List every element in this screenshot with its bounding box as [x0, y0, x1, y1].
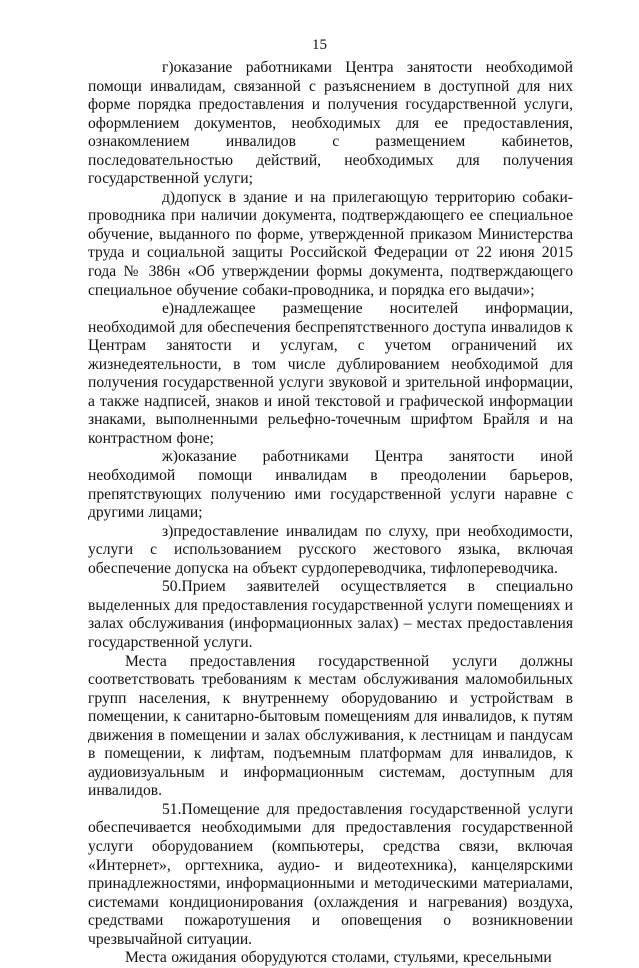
- paragraph-text: надлежащее размещение носителей информации, необходимой для обеспечения беспрепятственного доступа инвалидов к Центрам занятости и услугам, с учетом ограничений их жизнедеятельности, в том числе дублированием необходимой для получения государственной услуги звуковой и зрительной информации, а также надписей, знаков и иной текстовой и графической информации знаками, выполненными рельефно-точечным шрифтом Брайля и на контрастном фоне;: [88, 300, 573, 447]
- paragraph-50: [88, 578, 573, 652]
- section-number: 51.: [162, 800, 182, 818]
- paragraph-text: оказание работниками Центра занятости иной необходимой помощи инвалидам в преодолении барьеров, препятствующих получению ими государственной услуги наравне с другими лицами;: [88, 448, 573, 522]
- paragraph-text: предоставление инвалидам по слуху, при необходимости, услуги с использованием русского жестового языка, включая обеспечение допуска на объект сурдопереводчика, тифлопереводчика.: [88, 522, 573, 577]
- paragraph-51: [88, 801, 573, 949]
- list-marker: з): [162, 522, 174, 540]
- paragraph-g: [88, 59, 573, 189]
- list-marker: ж): [162, 448, 178, 466]
- paragraph-text: допуск в здание и на прилегающую территорию собаки-проводника при наличии документа, подтверждающего ее специальное обучение, выданного по форме, утвержденной приказом Министерства труда и социальной защиты Российской Федерации от 22 июня 2015 года № 386н «Об утверждении формы документа, подтверждающего специальное обучение собаки-проводника, и порядка его выдачи»;: [88, 188, 573, 299]
- paragraph-text: Места ожидания оборудуются столами, стульями, кресельными: [125, 949, 552, 967]
- paragraph-e: [88, 300, 573, 448]
- paragraph-d: [88, 189, 573, 300]
- paragraph-text: Прием заявителей осуществляется в специально выделенных для предоставления государственной услуги помещениях и залах обслуживания (информационных залах) – местах предоставления государственной услуги.: [88, 578, 573, 651]
- paragraph-text: Помещение для предоставления государственной услуги обеспечивается необходимыми для предоставления государственной услуги оборудованием (компьютеры, средства связи, включая «Интернет», оргтехника, аудио- и видеотехника), канцелярскими принадлежностями, информационными и методическими материалами, системами кондиционирования (охлаждения и нагревания) воздуха, средствами пожаротушения и оповещения о возникновении чрезвычайной ситуации.: [88, 800, 573, 948]
- paragraph-z: [88, 523, 573, 579]
- page-number: 15: [312, 37, 327, 53]
- list-marker: г): [162, 59, 174, 76]
- section-number: 50.: [162, 578, 182, 596]
- list-marker: е): [162, 300, 175, 318]
- document-body: [88, 59, 573, 968]
- paragraph-text: оказание работниками Центра занятости необходимой помощи инвалидам, связанной с разъяснением в доступной для них форме порядка предоставления и получения государственной услуги, оформлением документов, необходимых для ее предоставления, ознакомлением инвалидов с размещением кабинетов, последовательностью действий, необходимых для получения государственной услуги;: [88, 59, 573, 188]
- paragraph-text: Места предоставления государственной услуги должны соответствовать требованиям к местам обслуживания маломобильных групп населения, к внутреннему оборудованию и устройствам в помещении, к санитарно-бытовым помещениям для инвалидов, к путям движения в помещении и залах обслуживания, к лестницам и пандусам в помещении, к лифтам, подъемным платформам для инвалидов, к аудиовизуальным и информационным системам, доступным для инвалидов.: [88, 652, 573, 800]
- paragraph-51-continued: [88, 949, 573, 968]
- paragraph-zh: [88, 448, 573, 522]
- list-marker: д): [162, 188, 176, 206]
- paragraph-50-continued: [88, 653, 573, 801]
